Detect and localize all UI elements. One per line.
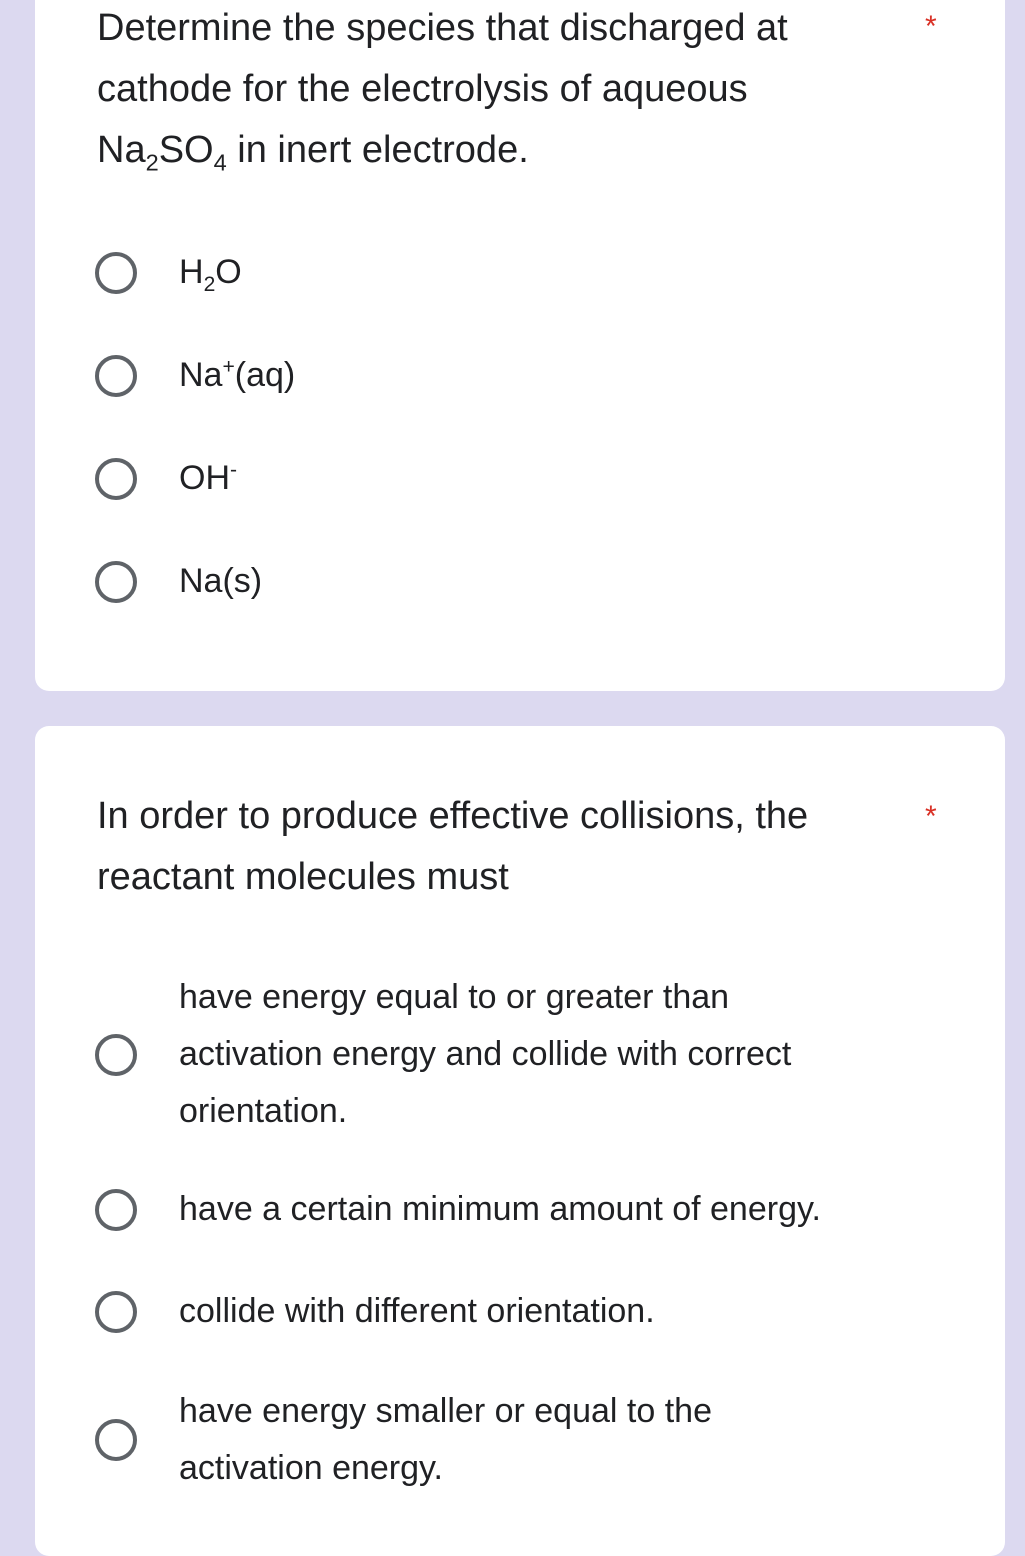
question-2-line-1: In order to produce effective collisions, the [97, 795, 809, 837]
option-label: have energy equal to or greater than activation energy and collide with correct orientation. [179, 978, 792, 1130]
required-asterisk: * [925, 10, 937, 43]
question-card-2 [35, 726, 1005, 1556]
q2-option-2[interactable] [95, 1181, 945, 1238]
radio-button[interactable] [95, 561, 137, 603]
q1-option-h2o[interactable] [95, 244, 945, 301]
required-asterisk: * [925, 800, 937, 833]
q2-option-3[interactable] [95, 1283, 945, 1340]
radio-button[interactable] [95, 252, 137, 294]
option-label: have energy smaller or equal to the activation energy. [179, 1392, 712, 1487]
question-1-title [97, 0, 887, 181]
radio-button[interactable] [95, 1034, 137, 1076]
question-1-line-2: cathode for the electrolysis of aqueous [97, 68, 748, 110]
radio-button[interactable] [95, 1291, 137, 1333]
option-label: Na(s) [179, 562, 263, 600]
radio-button[interactable] [95, 1419, 137, 1461]
q1-option-na-aq[interactable] [95, 347, 945, 404]
option-label: collide with different orientation. [179, 1292, 655, 1330]
question-1-line-3: $Na_2SO_4$ in inert electrode. [97, 129, 529, 176]
radio-button[interactable] [95, 355, 137, 397]
radio-button[interactable] [95, 1189, 137, 1231]
option-label: OH- [179, 458, 238, 497]
question-2-title [97, 786, 887, 908]
q1-option-oh[interactable] [95, 450, 945, 507]
question-1-line-1: Determine the species that discharged at [97, 7, 788, 49]
radio-button[interactable] [95, 458, 137, 500]
option-label: Na+(aq) [179, 355, 296, 394]
q1-option-na-s[interactable] [95, 553, 945, 610]
question-card-1 [35, 0, 1005, 691]
question-2-line-2: reactant molecules must [97, 856, 509, 898]
option-label: $H_2O$ [179, 253, 242, 296]
q2-option-1[interactable] [95, 969, 945, 1140]
option-label: have a certain minimum amount of energy. [179, 1190, 821, 1228]
q2-option-4[interactable] [95, 1383, 945, 1497]
